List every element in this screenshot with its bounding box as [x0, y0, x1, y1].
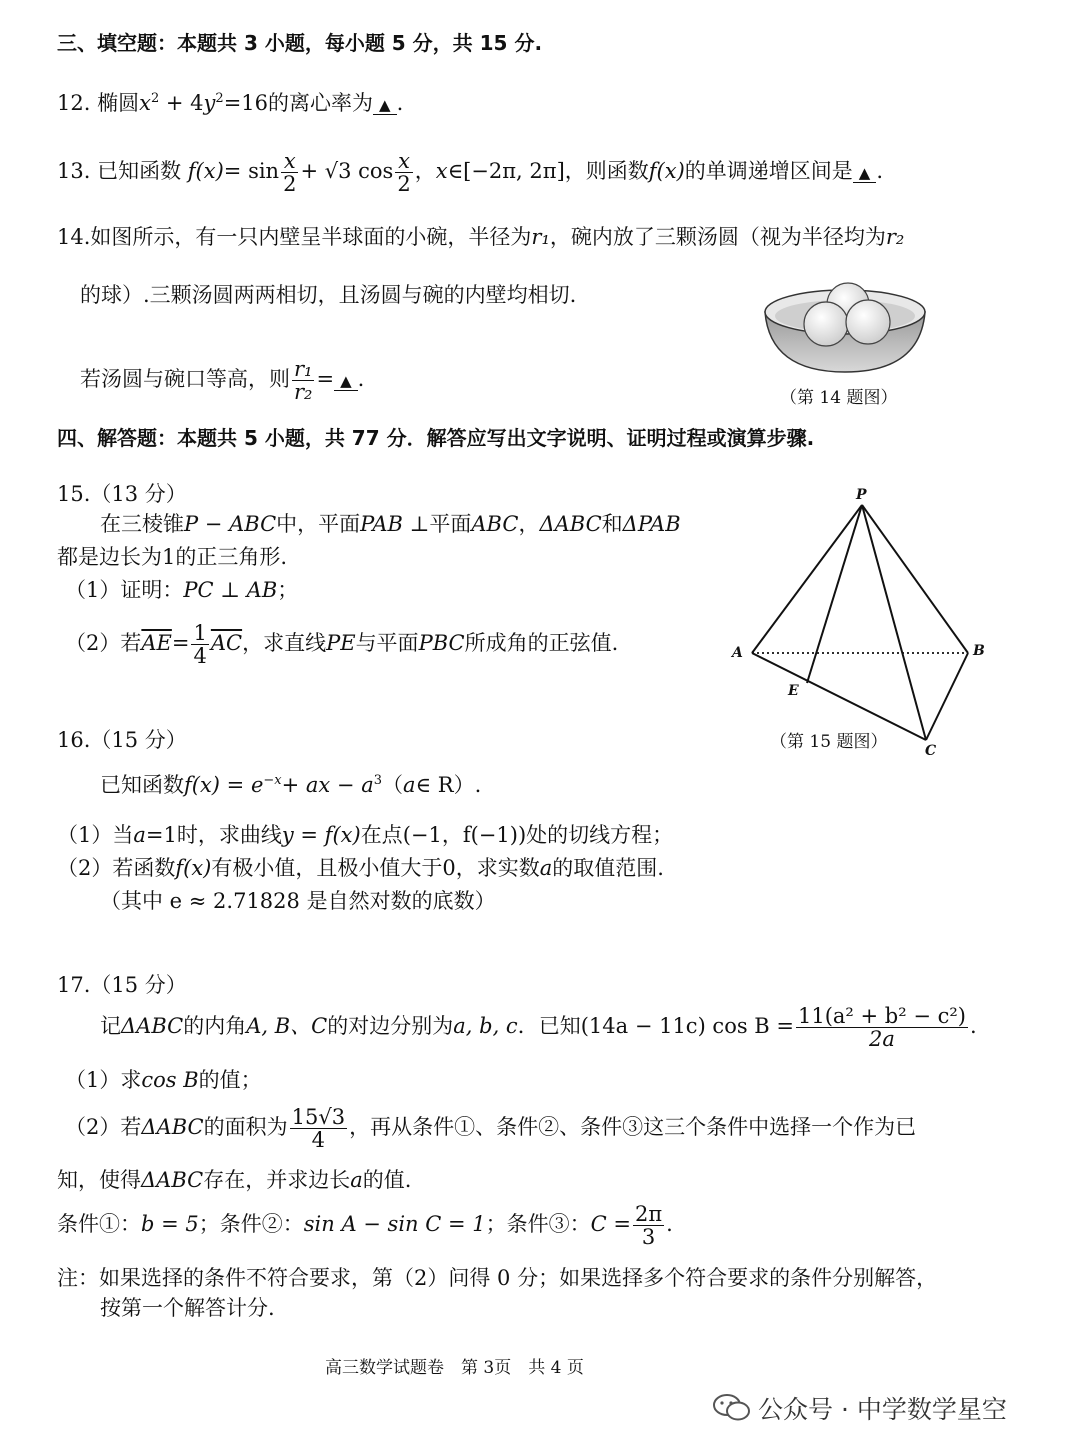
tangyuan-ball-left [804, 302, 848, 346]
q12-number: 12. [57, 91, 91, 115]
question-15-part-2: （2）若$\overline{AE}=$ $\frac{1}{4}$ $\overline{AC}$，求直线PE与平面PBC所成角的正弦值. [65, 621, 619, 669]
edge-PB [862, 505, 968, 653]
q12-answer-blank: ▲ [373, 93, 397, 115]
edge-BC [926, 653, 968, 740]
watermark-text: 公众号 · 中学数学星空 [758, 1395, 1007, 1424]
question-13: 13. 已知函数 f(x)= sin $\frac{x}{2}$ + √3 cos $\frac{x}{2}$ ，x∈[−2π, 2π]，则函数f(x)的单调递增区间是 ▲ . [57, 149, 884, 197]
tetrahedron-figure [730, 485, 1000, 760]
q14-answer-blank: ▲ [334, 369, 358, 391]
question-15-line-1: 在三棱锥P − ABC中，平面PAB ⊥平面ABC，ΔABC和ΔPAB [100, 512, 681, 536]
question-16-note: （其中 e ≈ 2.71828 是自然对数的底数） [100, 889, 496, 913]
q13-pre: 已知函数 [97, 159, 182, 184]
label-C: C [925, 743, 937, 759]
question-12: 12. 椭圆$x^2 + 4y^2=16$的离心率为 ▲ . [57, 91, 404, 115]
figure-15-caption: （第 15 题图） [770, 732, 888, 752]
wechat-icon [712, 1392, 752, 1422]
page-footer: 高三数学试题卷 第 3页 共 4 页 [325, 1358, 584, 1378]
q12-eq: =16 [223, 91, 269, 115]
q13-fraction-1: $\frac{x}{2}$ [283, 149, 297, 197]
label-E: E [788, 683, 799, 699]
section-3-title: 三、填空题：本题共 3 小题，每小题 5 分，共 15 分. [57, 31, 543, 55]
label-P: P [856, 487, 867, 503]
label-B: B [973, 643, 985, 659]
label-A: A [732, 645, 743, 661]
bowl-figure [760, 272, 930, 382]
q17-cos-fraction: $\frac{\text{11(a² + b² − c²)}}{2a}$ [798, 1004, 966, 1052]
question-17-line-3: 知，使得ΔABC存在，并求边长a的值. [57, 1168, 412, 1192]
q13-number: 13. [57, 159, 91, 184]
q13-answer-blank: ▲ [853, 161, 877, 183]
question-17-part-1: （1）求cos B的值； [65, 1068, 262, 1092]
edge-PC [862, 505, 926, 740]
question-14-line-1: 14.如图所示，有一只内壁呈半球面的小碗，半径为r₁，碗内放了三颗汤圆（视为半径均为r₂ [57, 225, 905, 249]
q17-angle-fraction: $\frac{2\pi}{3}$ [634, 1202, 663, 1250]
q15-fraction: $\frac{1}{4}$ [193, 621, 207, 669]
question-16-line-1: 已知函数$f(x) = e^{-x}+$ ax − $a^3(a\in$ R）. [100, 773, 482, 797]
question-17-part-2: （2）若ΔABC的面积为 $\frac{15√3}{4}$ ，再从条件①、条件②、条件③这三个条件中选择一个作为已 [65, 1105, 917, 1153]
q12-pre: 椭圆 [97, 91, 140, 115]
question-17-note-line-2: 按第一个解答计分. [100, 1296, 275, 1320]
question-17-line-1: 记ΔABC的内角A, B、C的对边分别为a, b, c．已知(14a − 11c) cos B = $\frac{\text{11(a² + b² − c²)}}{2a}$ . [100, 1004, 977, 1052]
q12-eq-x: x [139, 91, 151, 115]
question-17-conditions: 条件①：b = 5；条件②：sin A − sin C = 1；条件③：C = $\frac{2\pi}{3}$ . [57, 1202, 673, 1250]
q14-ratio-fraction: $\frac{\text{r₁}}{\text{r₂}}$ [294, 357, 313, 405]
figure-14-caption: （第 14 题图） [780, 388, 898, 408]
edge-PA [752, 505, 862, 653]
question-16-heading: 16.（15 分） [57, 728, 187, 752]
section-4-title: 四、解答题：本题共 5 小题，共 77 分．解答应写出文字说明、证明过程或演算步骤. [57, 426, 815, 450]
q12-post: 的离心率为 [268, 91, 374, 115]
question-14-line-3: 若汤圆与碗口等高，则 $\frac{\text{r₁}}{\text{r₂}}$ = ▲ . [80, 357, 365, 405]
question-17-note-line-1: 注：如果选择的条件不符合要求，第（2）问得 0 分；如果选择多个符合要求的条件分别解答， [57, 1266, 938, 1290]
q13-fraction-2: $\frac{x}{2}$ [397, 149, 411, 197]
q17-area-fraction: $\frac{15√3}{4}$ [291, 1105, 346, 1153]
question-15-heading: 15.（13 分） [57, 482, 187, 506]
tangyuan-ball-right [846, 300, 890, 344]
question-15-part-1: （1）证明：PC ⊥ AB； [65, 578, 299, 602]
edge-PE [807, 505, 862, 683]
question-16-part-2: （2）若函数f(x)有极小值，且极小值大于0，求实数a的取值范围. [57, 856, 664, 880]
question-16-part-1: （1）当a=1时，求曲线y = f(x)在点(−1，f(−1))处的切线方程； [57, 823, 674, 847]
question-14-line-2: 的球）.三颗汤圆两两相切，且汤圆与碗的内壁均相切. [80, 283, 577, 307]
question-17-heading: 17.（15 分） [57, 973, 187, 997]
question-15-line-2: 都是边长为1的正三角形. [57, 545, 288, 569]
